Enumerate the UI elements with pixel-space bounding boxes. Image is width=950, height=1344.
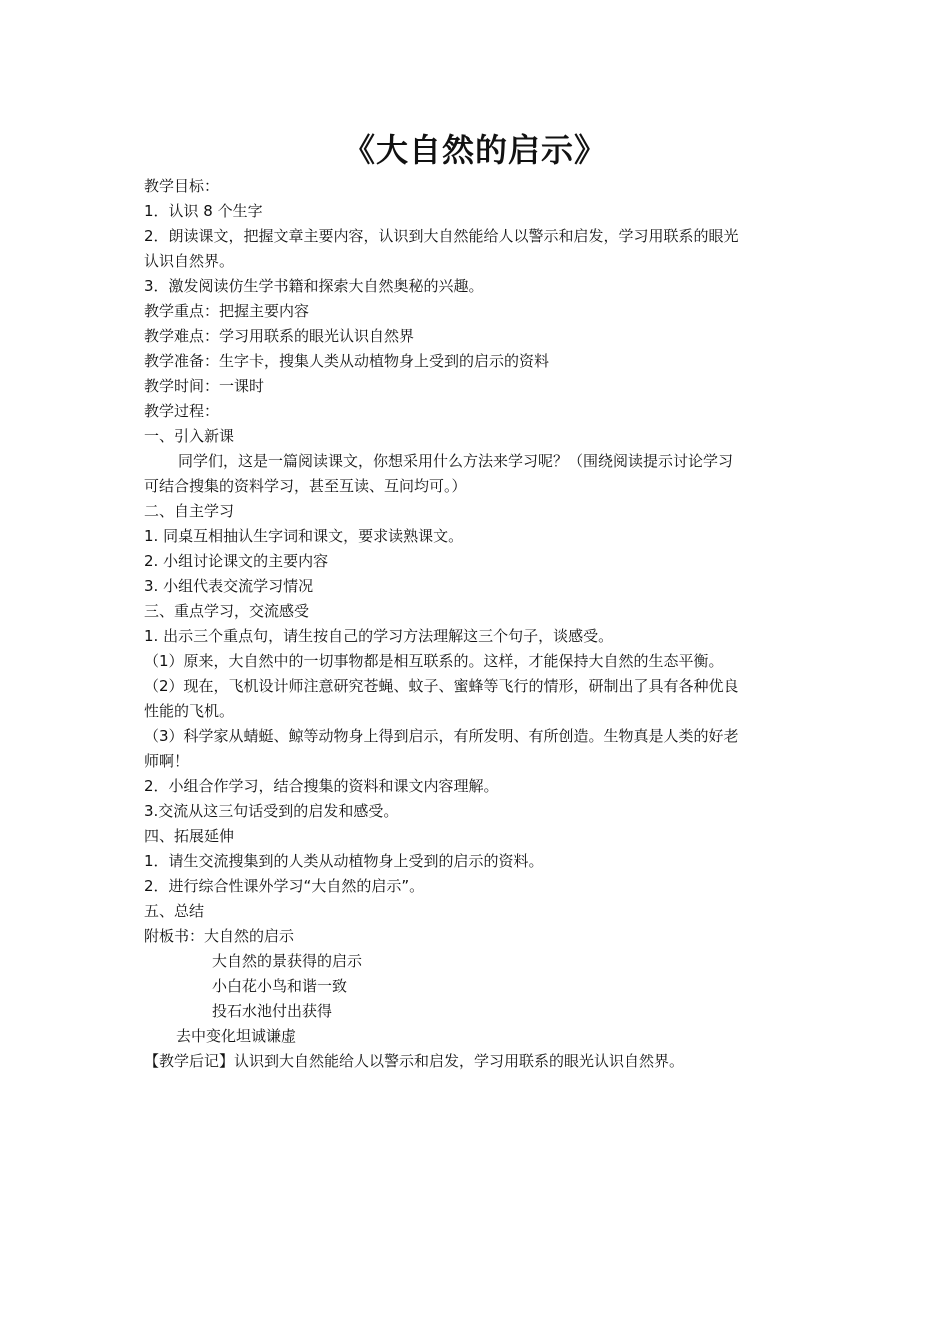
blackboard-line: 小白花小鸟和谐一致 [212, 977, 348, 995]
section-heading: 五、总结 [144, 902, 205, 920]
blackboard-line: 投石水池付出获得 [212, 1002, 333, 1020]
section-heading: 四、拓展延伸 [144, 827, 235, 845]
text-line: （2）现在，飞机设计师注意研究苍蝇、蚊子、蜜蜂等飞行的情形，研制出了具有各种优良 [144, 677, 739, 695]
text-line: 性能的飞机。 [144, 702, 235, 720]
text-line: （1）原来，大自然中的一切事物都是相互联系的。这样，才能保持大自然的生态平衡。 [144, 652, 724, 670]
text-line: （3）科学家从蜻蜓、鲸等动物身上得到启示，有所发明、有所创造。生物真是人类的好老 [144, 727, 739, 745]
text-line: 2．小组合作学习，结合搜集的资料和课文内容理解。 [144, 777, 499, 795]
section-heading: 三、重点学习，交流感受 [144, 602, 310, 620]
text-line: 2. 小组讨论课文的主要内容 [144, 552, 329, 570]
blackboard-line: 去中变化坦诚谦虚 [176, 1027, 297, 1045]
text-line: 3．激发阅读仿生学书籍和探索大自然奥秘的兴趣。 [144, 277, 484, 295]
text-line: 1．请生交流搜集到的人类从动植物身上受到的启示的资料。 [144, 852, 544, 870]
text-line: 3.交流从这三句话受到的启发和感受。 [144, 802, 399, 820]
text-line: 1. 出示三个重点句，请生按自己的学习方法理解这三个句子，谈感受。 [144, 627, 614, 645]
text-line: 教学过程： [144, 402, 220, 420]
text-line: 3. 小组代表交流学习情况 [144, 577, 314, 595]
text-line: 可结合搜集的资料学习，甚至互读、互问均可。） [144, 477, 467, 495]
text-line: 2．进行综合性课外学习“大自然的启示”。 [144, 877, 425, 895]
text-line: 认识自然界。 [144, 252, 235, 270]
blackboard-line: 大自然的景获得的启示 [212, 952, 363, 970]
blackboard-title: 附板书：大自然的启示 [144, 927, 295, 945]
text-line: 教学目标： [144, 177, 220, 195]
text-line: 教学时间：一课时 [144, 377, 265, 395]
text-line: 1．认识 8 个生字 [144, 202, 263, 220]
document-title: 《大自然的启示》 [342, 131, 607, 169]
text-line: 2．朗读课文，把握文章主要内容，认识到大自然能给人以警示和启发，学习用联系的眼光 [144, 227, 739, 245]
text-line: 教学准备：生字卡，搜集人类从动植物身上受到的启示的资料 [144, 352, 550, 370]
text-line: 教学难点：学习用联系的眼光认识自然界 [144, 327, 415, 345]
document-body [144, 174, 810, 1074]
teaching-notes: 【教学后记】认识到大自然能给人以警示和启发，学习用联系的眼光认识自然界。 [144, 1052, 685, 1070]
section-heading: 二、自主学习 [144, 502, 235, 520]
text-line: 教学重点：把握主要内容 [144, 302, 310, 320]
text-line: 师啊！ [144, 752, 190, 770]
text-line: 1. 同桌互相抽认生字词和课文，要求读熟课文。 [144, 527, 464, 545]
text-line: 同学们，这是一篇阅读课文，你想采用什么方法来学习呢？（围绕阅读提示讨论学习 [178, 452, 734, 470]
section-heading: 一、引入新课 [144, 427, 235, 445]
